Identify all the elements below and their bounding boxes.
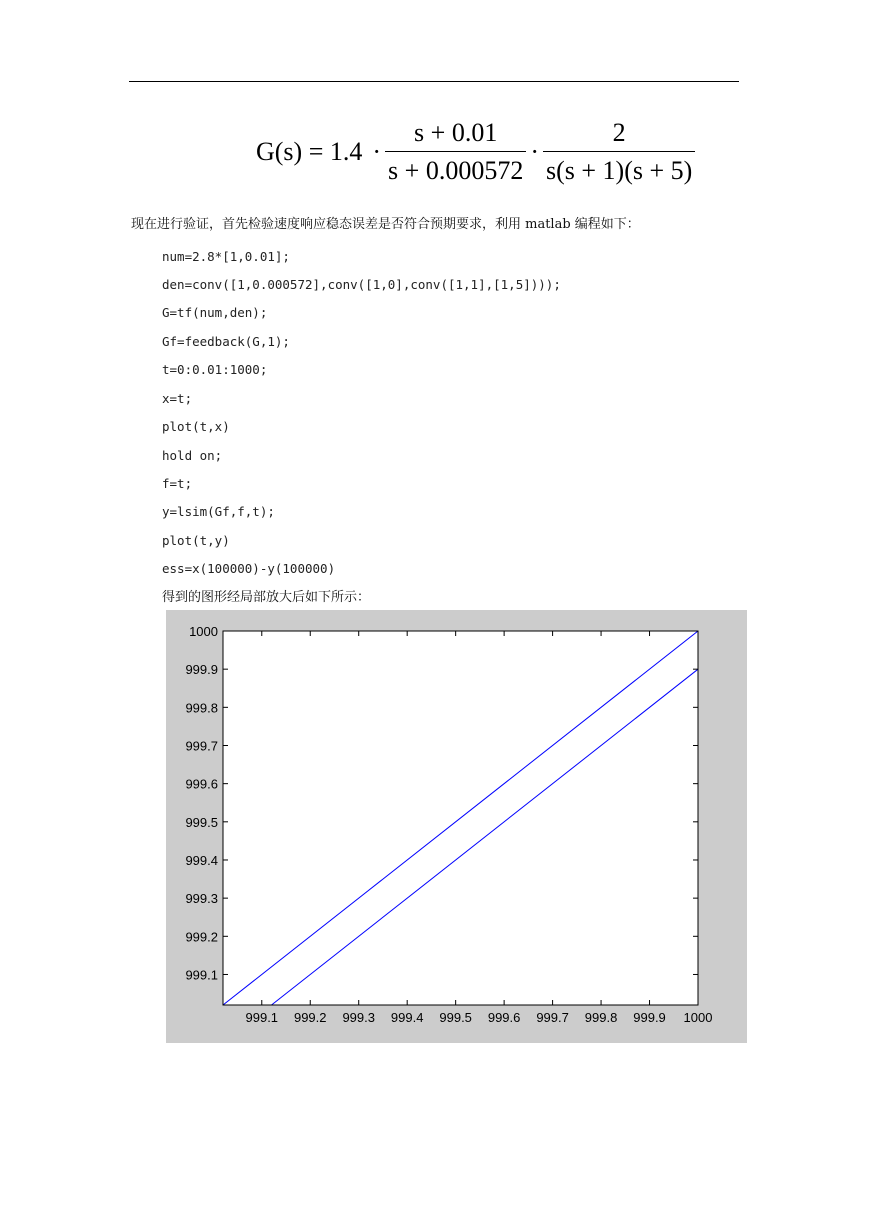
header-rule — [129, 81, 739, 82]
y-tick-label: 999.8 — [185, 700, 218, 716]
x-tick-label: 1000 — [683, 1010, 713, 1025]
multiply-dot: · — [530, 137, 539, 166]
y-tick-label: 999.5 — [185, 814, 218, 830]
y-tick-label: 999.1 — [185, 967, 218, 983]
y-tick-label: 999.7 — [185, 738, 218, 754]
code-line: ess=x(100000)-y(100000) — [162, 561, 336, 576]
y-tick-label: 999.9 — [185, 662, 218, 678]
code-line: y=lsim(Gf,f,t); — [162, 504, 275, 519]
x-tick-label: 999.1 — [245, 1010, 279, 1025]
y-tick-label: 999.2 — [185, 929, 218, 945]
y-tick-label: 999.6 — [185, 776, 218, 792]
code-line: x=t; — [162, 391, 193, 406]
x-tick-label: 999.6 — [487, 1010, 521, 1025]
intro-paragraph: 现在进行验证，首先检验速度响应稳态误差是否符合预期要求，利用 matlab 编程如下： — [131, 217, 640, 232]
fraction-denominator: s + 0.000572 — [385, 151, 526, 185]
figure-caption: 得到的图形经局部放大后如下所示： — [162, 590, 371, 605]
matlab-figure — [166, 610, 747, 1043]
x-tick-label: 999.9 — [633, 1010, 666, 1025]
x-tick-label: 999.3 — [342, 1010, 375, 1025]
code-line: plot(t,x) — [162, 419, 230, 434]
fraction-numerator: s + 0.01 — [414, 118, 498, 147]
code-line: den=conv([1,0.000572],conv([1,0],conv([1,1],[1,5]))); — [162, 277, 561, 292]
code-line: hold on; — [162, 448, 223, 463]
y-tick-label: 999.3 — [185, 891, 218, 907]
y-tick-label: 999.4 — [185, 852, 218, 868]
y-tick-label: 1000 — [189, 624, 218, 639]
x-tick-label: 999.4 — [390, 1010, 424, 1025]
code-line: Gf=feedback(G,1); — [162, 334, 290, 349]
code-line: f=t; — [162, 476, 193, 491]
transfer-function-formula — [256, 112, 695, 192]
x-tick-label: 999.7 — [536, 1010, 569, 1025]
code-line: plot(t,y) — [162, 533, 230, 548]
multiply-dot: · — [372, 137, 382, 166]
code-line: G=tf(num,den); — [162, 305, 268, 320]
fraction-denominator: s(s + 1)(s + 5) — [543, 151, 695, 185]
formula-lhs: G(s) = 1.4 — [256, 137, 363, 166]
chart-svg — [166, 610, 747, 1043]
x-tick-label: 999.8 — [584, 1010, 618, 1025]
fraction-numerator: 2 — [612, 118, 626, 147]
code-line: num=2.8*[1,0.01]; — [162, 249, 290, 264]
x-tick-label: 999.5 — [439, 1010, 472, 1025]
fraction-plant — [543, 119, 695, 185]
x-tick-label: 999.2 — [293, 1010, 327, 1025]
fraction-lead-compensator — [385, 119, 526, 185]
code-line: t=0:0.01:1000; — [162, 362, 268, 377]
